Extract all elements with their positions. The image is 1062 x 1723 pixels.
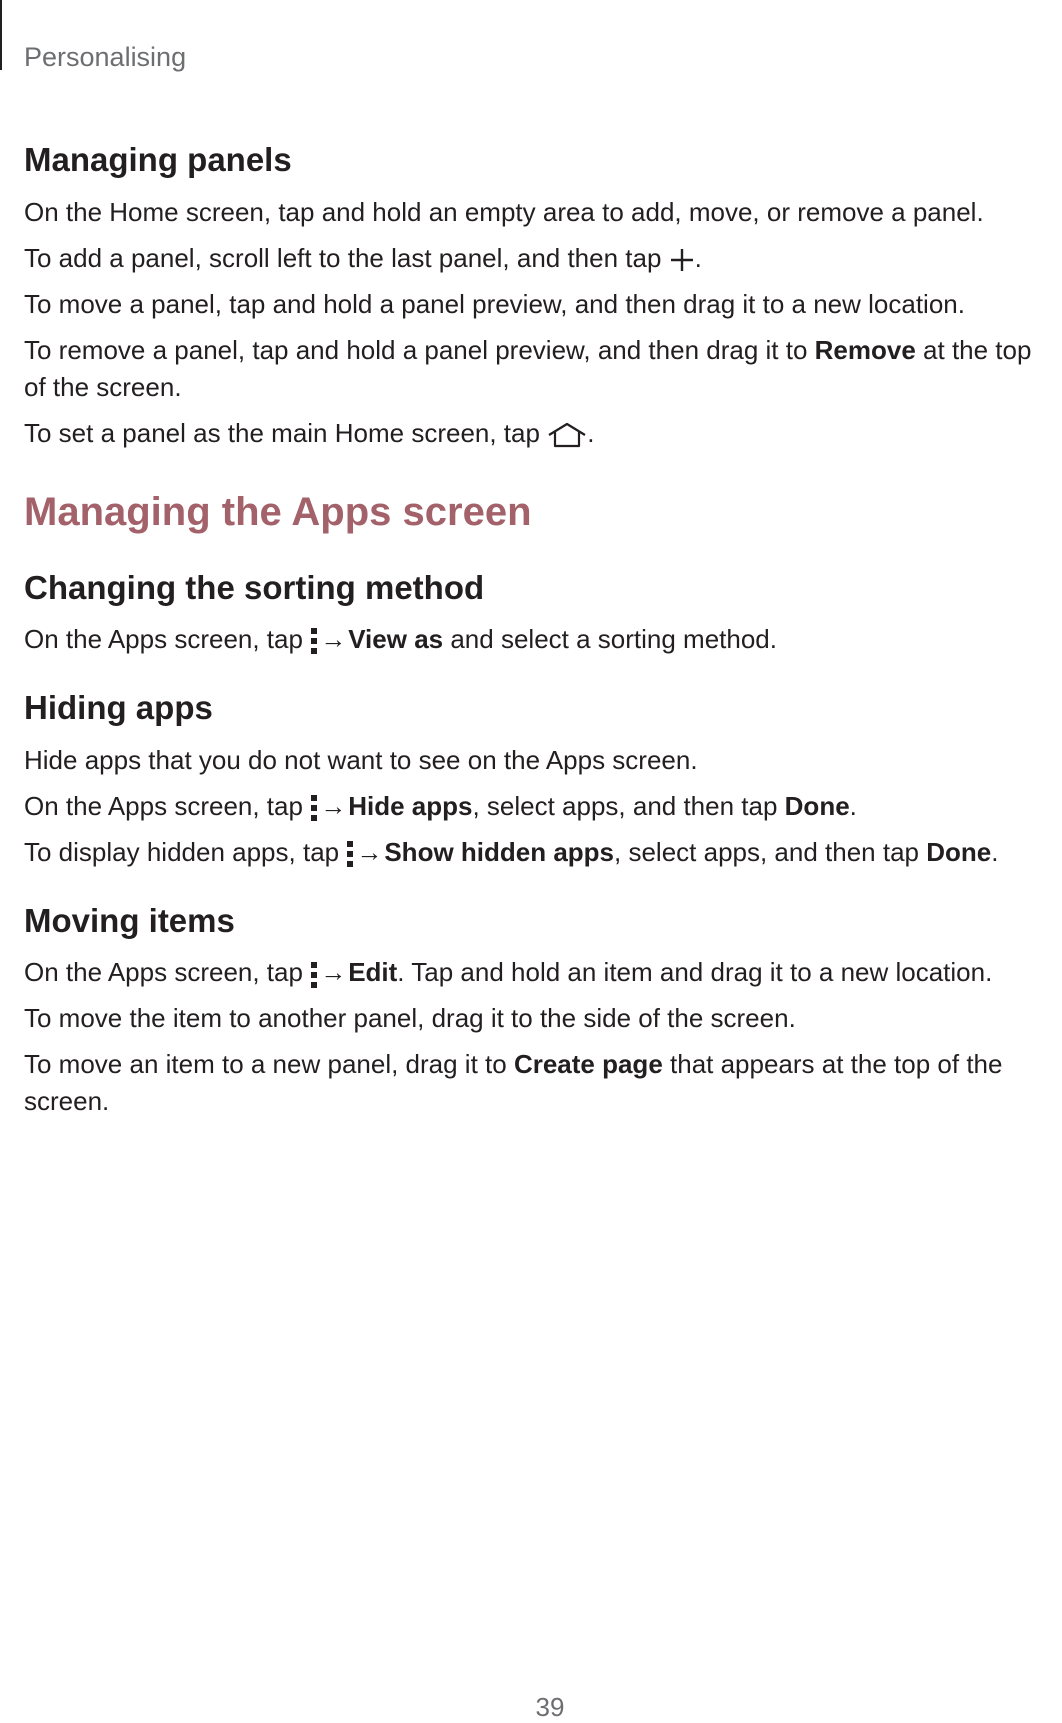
show-hidden-text: To display hidden apps, tap	[24, 836, 347, 867]
main-panel-text: To set a panel as the main Home screen, tap	[24, 417, 548, 448]
arrow-glyph: →	[356, 836, 383, 867]
hide-apps-text-mid: , select apps, and then tap	[472, 790, 785, 821]
apps-screen-section-title: Managing the Apps screen	[24, 489, 532, 534]
arrow-glyph: →	[320, 957, 347, 988]
moving-title: Moving items	[24, 901, 235, 939]
new-panel-text-end: that appears at the top of the screen.	[24, 1049, 1003, 1117]
edit-label: Edit	[348, 957, 398, 988]
edit-text: On the Apps screen, tap	[24, 957, 311, 988]
show-hidden-text-mid: , select apps, and then tap	[614, 836, 927, 867]
move-panel-paragraph: To move a panel, tap and hold a panel preview, and then drag it to a new location.	[24, 288, 965, 319]
page-content	[24, 140, 1054, 1129]
sorting-title: Changing the sorting method	[24, 568, 485, 606]
managing-panels-title: Managing panels	[24, 141, 292, 178]
hiding-title: Hiding apps	[24, 689, 213, 727]
moving-section	[24, 901, 1054, 1121]
done-label: Done	[784, 790, 850, 821]
running-header: Personalising	[24, 42, 187, 72]
edit-text-end: . Tap and hold an item and drag it to a new location.	[397, 957, 993, 988]
remove-label: Remove	[814, 334, 916, 365]
plus-icon	[669, 247, 695, 273]
home-icon	[547, 422, 587, 448]
margin-rule	[0, 0, 2, 70]
show-hidden-text-end: .	[991, 836, 999, 867]
sorting-section	[24, 568, 1054, 659]
add-panel-paragraph	[24, 240, 1054, 277]
hide-apps-text-end: .	[849, 790, 857, 821]
sorting-paragraph	[24, 621, 1054, 658]
more-options-icon	[310, 961, 318, 989]
done-label: Done	[926, 836, 992, 867]
remove-panel-text: To remove a panel, tap and hold a panel preview, and then drag it to	[24, 334, 815, 365]
hide-apps-text: On the Apps screen, tap	[24, 790, 311, 821]
create-page-label: Create page	[513, 1049, 663, 1080]
add-panel-text-end: .	[694, 242, 702, 273]
new-panel-paragraph	[24, 1046, 1054, 1120]
remove-panel-paragraph	[24, 332, 1054, 406]
main-panel-paragraph	[24, 415, 1054, 452]
arrow-glyph: →	[320, 790, 347, 821]
more-options-icon	[310, 627, 318, 655]
new-panel-text: To move an item to a new panel, drag it to	[24, 1049, 514, 1080]
more-options-icon	[310, 794, 318, 822]
remove-panel-text-end: at the top of the screen.	[24, 334, 1032, 402]
hiding-section	[24, 688, 1054, 871]
hiding-intro: Hide apps that you do not want to see on the Apps screen.	[24, 744, 698, 775]
managing-panels-section	[24, 140, 1054, 452]
add-panel-text: To add a panel, scroll left to the last panel, and then tap	[24, 242, 669, 273]
show-hidden-apps-label: Show hidden apps	[384, 836, 615, 867]
hide-apps-paragraph	[24, 788, 1054, 825]
hide-apps-label: Hide apps	[348, 790, 473, 821]
arrow-glyph: →	[320, 624, 347, 655]
more-options-icon	[346, 840, 354, 868]
sorting-text: On the Apps screen, tap	[24, 624, 311, 655]
sorting-text-end: and select a sorting method.	[443, 624, 777, 655]
view-as-label: View as	[348, 624, 444, 655]
managing-panels-intro: On the Home screen, tap and hold an empty area to add, move, or remove a panel.	[24, 196, 984, 227]
edit-paragraph	[24, 954, 1054, 991]
move-item-paragraph: To move the item to another panel, drag it to the side of the screen.	[24, 1003, 796, 1034]
show-hidden-paragraph	[24, 834, 1054, 871]
main-panel-text-end: .	[587, 417, 595, 448]
page-number: 39	[535, 1692, 565, 1722]
